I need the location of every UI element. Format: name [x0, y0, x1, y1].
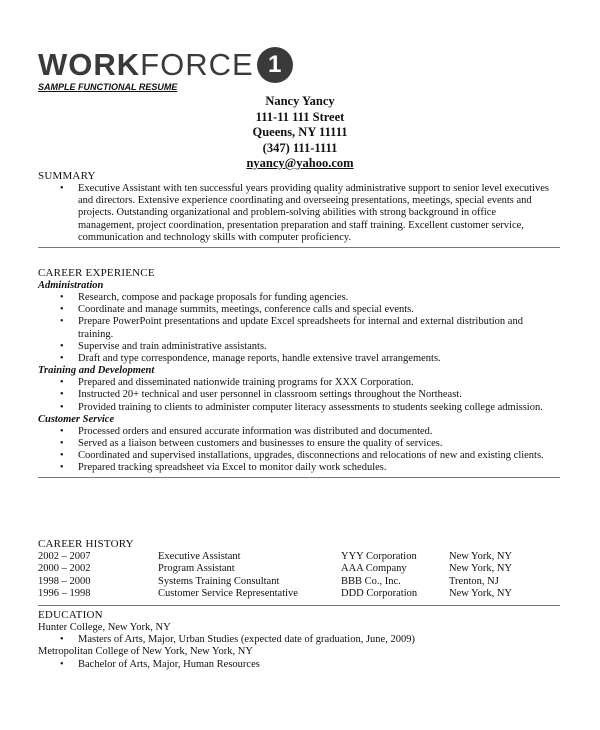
logo-word-work: WORK	[38, 47, 141, 82]
summary-section	[38, 170, 560, 249]
school-name: Metropolitan College of New York, New York, NY	[38, 646, 253, 658]
education-section	[38, 609, 560, 671]
contact-street: 111-11 111 Street	[255, 109, 345, 124]
workforce-logo	[38, 44, 293, 86]
list-item: • Prepare PowerPoint presentations and update Excel spreadsheets for internal and external distribution and training.	[38, 316, 560, 340]
experience-heading-administration: Administration	[38, 280, 104, 291]
school-degree: • Bachelor of Arts, Major, Human Resources	[38, 659, 560, 671]
summary-list	[38, 183, 560, 244]
history-location: New York, NY	[449, 588, 513, 600]
history-years: 1996 – 1998	[38, 588, 91, 600]
logo-number-badge: 1	[257, 47, 293, 83]
history-row	[38, 551, 560, 563]
list-item: • Processed orders and ensured accurate information was distributed and documented.	[38, 426, 560, 438]
history-company: AAA Company	[341, 563, 407, 575]
history-role: Systems Training Consultant	[158, 575, 280, 587]
school-degree-list	[38, 634, 560, 646]
experience-title: CAREER EXPERIENCE	[38, 267, 155, 279]
history-location: Trenton, NJ	[449, 575, 499, 587]
training-list	[38, 377, 560, 414]
customer-service-list	[38, 426, 560, 475]
history-title: CAREER HISTORY	[38, 538, 134, 550]
list-item: • Research, compose and package proposals for funding agencies.	[38, 292, 560, 304]
contact-block	[200, 94, 400, 172]
contact-name: Nancy Yancy	[265, 94, 335, 108]
section-divider	[38, 247, 560, 248]
list-item: • Supervise and train administrative assistants.	[38, 341, 560, 353]
experience-heading-customer-service: Customer Service	[38, 413, 115, 425]
contact-email[interactable]: nyancy@yahoo.com	[246, 156, 354, 170]
list-item: • Prepared and disseminated nationwide training programs for XXX Corporation.	[38, 377, 560, 389]
history-company: BBB Co., Inc.	[341, 575, 401, 587]
administration-list	[38, 292, 560, 365]
list-item: • Served as a liaison between customers and businesses to ensure the quality of services.	[38, 438, 560, 450]
history-years: 2002 – 2007	[38, 551, 91, 562]
history-location: New York, NY	[449, 551, 513, 562]
history-location: New York, NY	[449, 563, 513, 575]
section-divider	[38, 477, 560, 478]
history-role: Customer Service Representative	[158, 588, 298, 600]
history-company: YYY Corporation	[341, 551, 417, 562]
history-role: Program Assistant	[158, 563, 235, 575]
history-row	[38, 576, 560, 588]
list-item: • Prepared tracking spreadsheet via Excel to monitor daily work schedules.	[38, 462, 560, 474]
document-title: SAMPLE FUNCTIONAL RESUME	[38, 82, 178, 92]
summary-title: SUMMARY	[38, 170, 96, 182]
logo-word-force: FORCE	[140, 47, 254, 82]
contact-city: Queens, NY 11111	[252, 125, 348, 139]
history-row	[38, 588, 560, 600]
history-section	[38, 538, 560, 607]
history-company: DDD Corporation	[341, 588, 418, 600]
history-years: 2000 – 2002	[38, 563, 91, 575]
list-item: • Coordinated and supervised installations, upgrades, disconnections and relocations of new and existing clients.	[38, 450, 560, 462]
history-years: 1998 – 2000	[38, 575, 91, 587]
experience-section	[38, 267, 560, 479]
history-role: Executive Assistant	[158, 551, 241, 562]
experience-heading-training: Training and Development	[38, 365, 155, 377]
contact-phone: (347) 111-1111	[262, 140, 338, 155]
school-degree: • Masters of Arts, Major, Urban Studies (expected date of graduation, June, 2009)	[38, 634, 560, 646]
history-row	[38, 563, 560, 575]
section-divider	[38, 605, 560, 606]
list-item: • Provided training to clients to administer computer literacy assessments to students seeking college admission.	[38, 402, 560, 414]
education-title: EDUCATION	[38, 609, 103, 621]
list-item: • Instructed 20+ technical and user personnel in classroom settings throughout the Northeast.	[38, 389, 560, 401]
summary-text: • Executive Assistant with ten successful years providing quality administrative support to senior level executives and directors. Extensive experience coordinating and overseeing presentations, meetings, special events and projects. Outstanding organizational and problem-solving abilities with strong background in office management, project coordination, presentation preparation and staff training. Excellent customer service, communication and technology skills with computer proficiency.	[38, 183, 560, 244]
list-item: • Draft and type correspondence, manage reports, handle extensive travel arrangements.	[38, 353, 560, 365]
list-item: • Coordinate and manage summits, meetings, conference calls and special events.	[38, 304, 560, 316]
school-degree-list	[38, 659, 560, 671]
school-name: Hunter College, New York, NY	[38, 622, 171, 633]
